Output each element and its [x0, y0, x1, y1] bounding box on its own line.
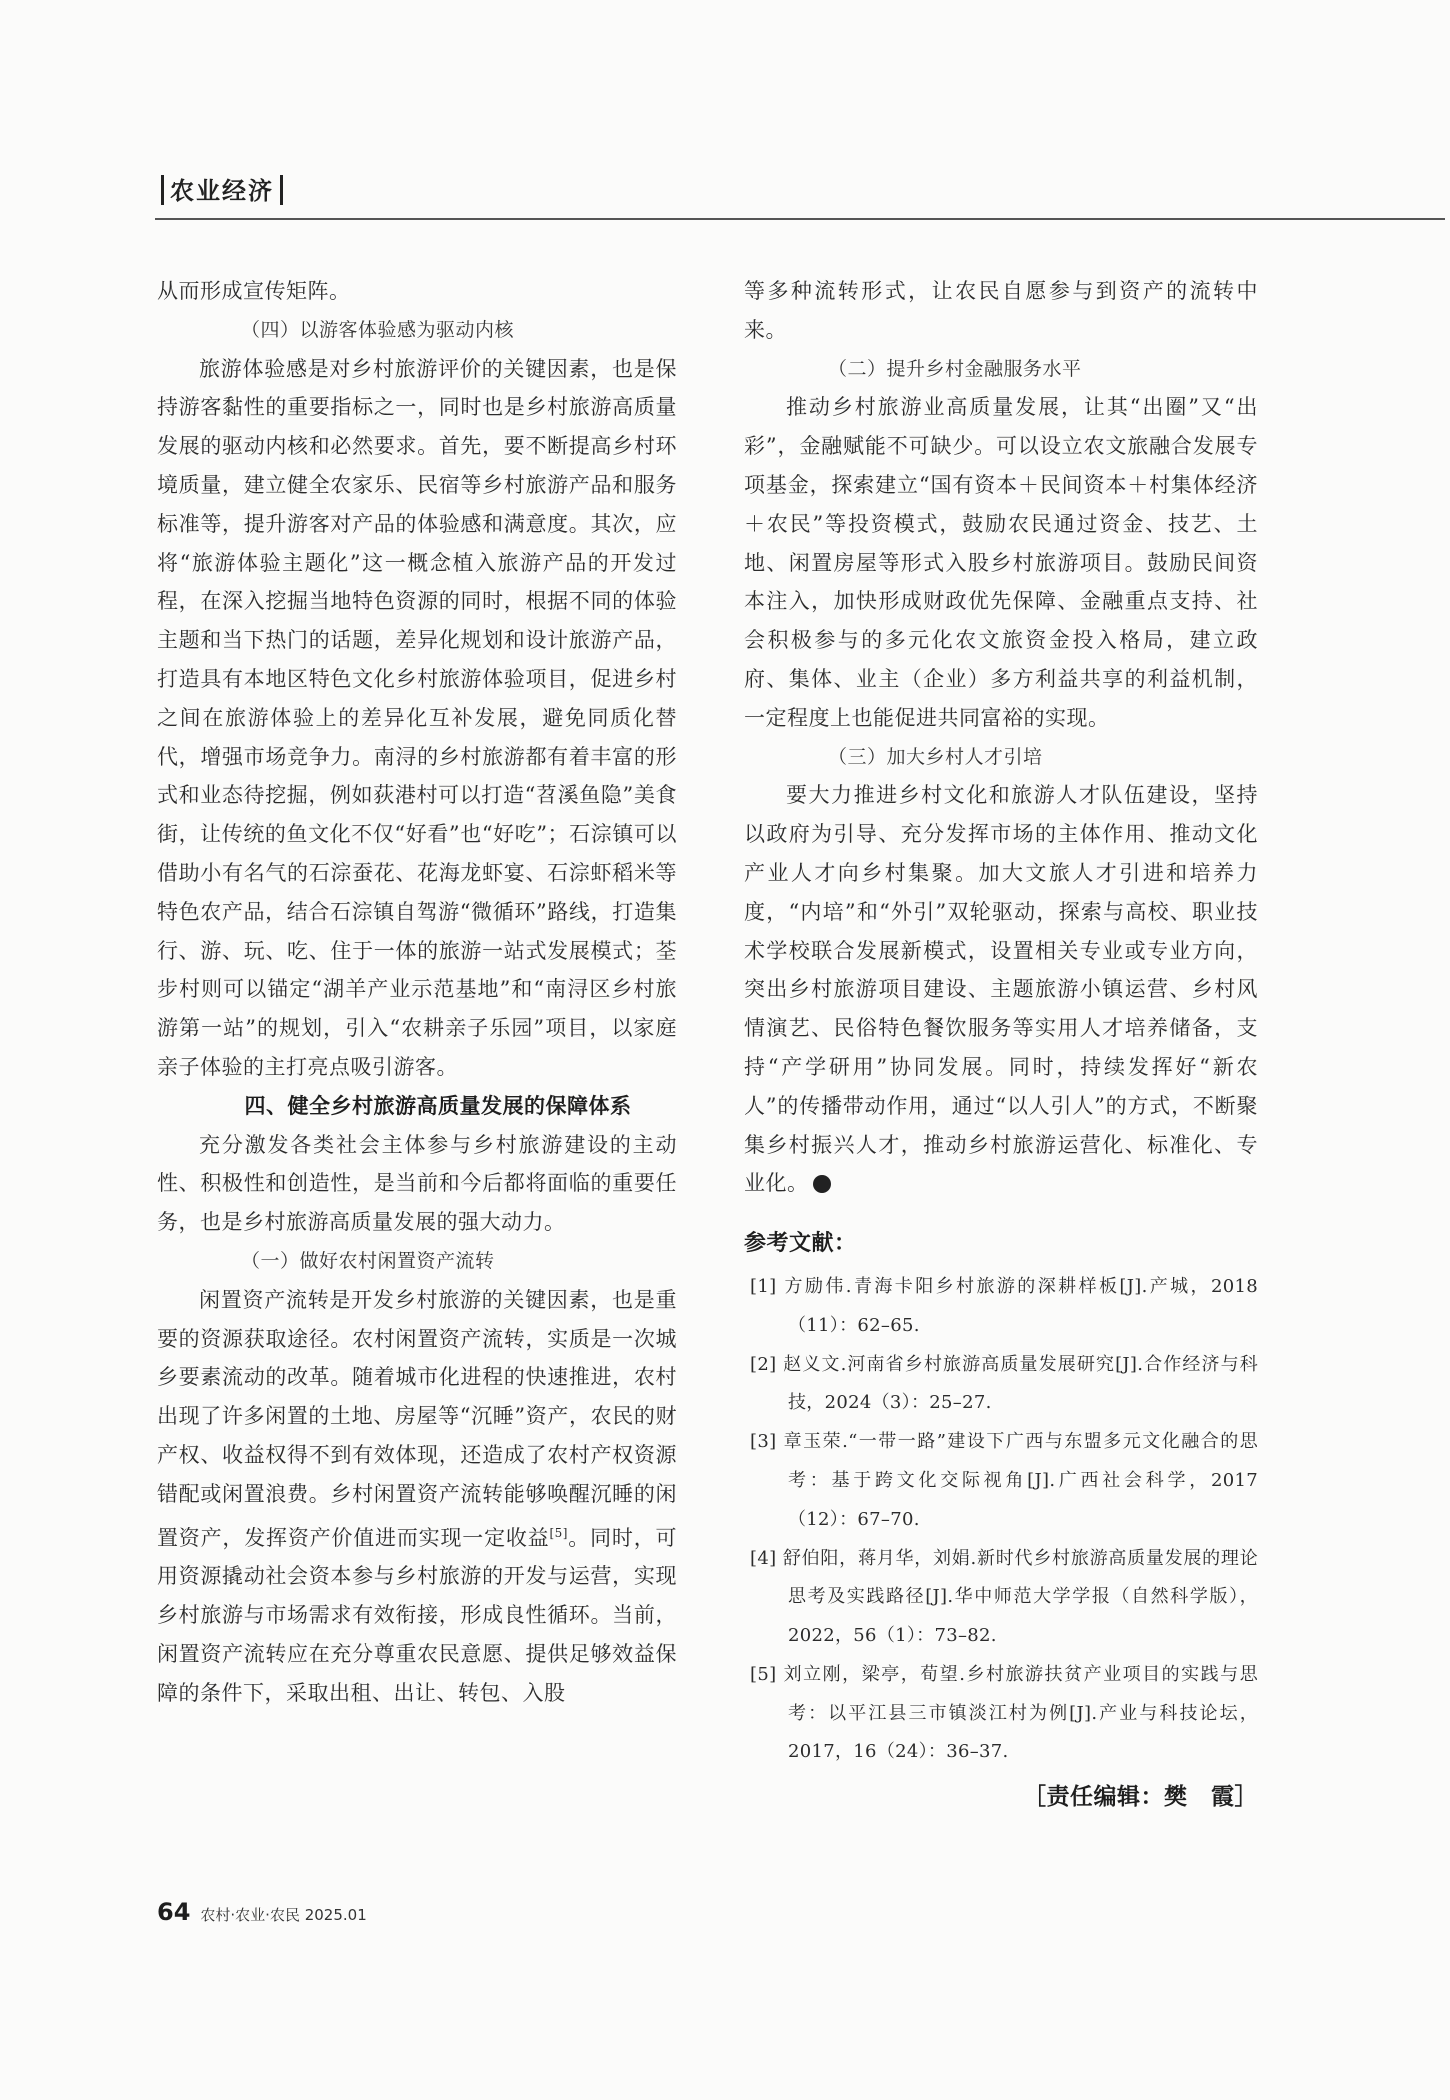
subsection-heading: （四）以游客体验感为驱动内核: [241, 318, 515, 341]
subsection-heading: （二）提升乡村金融服务水平: [828, 357, 1082, 380]
section-heading: 四、健全乡村旅游高质量发展的保障体系: [244, 1093, 632, 1118]
paragraph-text: 。同时，可用资源撬动社会资本参与乡村旅游的开发与运营，实现乡村旅游与市场需求有效衔接，形成良性循环。当前，闲置资产流转应在充分尊重农民意愿、提供足够效益保障的条件下，采取出租、出让、转包、入股: [157, 1525, 678, 1705]
header-pipe-left: [161, 175, 164, 205]
section-header: [155, 171, 289, 206]
reference-item: [2] 赵义文.河南省乡村旅游高质量发展研究[J].合作经济与科技，2024（3）：25–27.: [750, 1353, 1258, 1414]
reference-item: [5] 刘立刚，梁亭，荀望.乡村旅游扶贫产业项目的实践与思考：以平江县三市镇淡江村为例[J].产业与科技论坛，2017，16（24）：36–37.: [750, 1663, 1258, 1763]
paragraph: [157, 1281, 677, 1713]
header-rule: [155, 218, 1445, 220]
paragraph: 充分激发各类社会主体参与乡村旅游建设的主动性、积极性和创造性，是当前和今后都将面临的重要任务，也是乡村旅游高质量发展的强大动力。: [157, 1132, 677, 1235]
paragraph: 等多种流转形式，让农民自愿参与到资产的流转中来。: [744, 279, 1258, 342]
paragraph: 推动乡村旅游业高质量发展，让其“出圈”又“出彩”，金融赋能不可缺少。可以设立农文旅融合发展专项基金，探索建立“国有资本＋民间资本＋村集体经济＋农民”等投资模式，鼓励农民通过资金、技艺、土地、闲置房屋等形式入股乡村旅游项目。鼓励民间资本注入，加快形成财政优先保障、金融重点支持、社会积极参与的多元化农文旅资金投入格局，建立政府、集体、业主（企业）多方利益共享的利益机制，一定程度上也能促进共同富裕的实现。: [744, 395, 1258, 730]
page-number: 64: [157, 1898, 191, 1926]
section-title: 农业经济: [170, 177, 274, 205]
editor-credit: ［责任编辑：樊 霞］: [1023, 1784, 1258, 1811]
paragraph: [744, 776, 1258, 1203]
right-column: [744, 272, 1258, 1817]
page-footer: [157, 1898, 367, 1926]
subsection-heading: （一）做好农村闲置资产流转: [241, 1249, 495, 1272]
reference-item: [1] 方励伟.青海卡阳乡村旅游的深耕样板[J].产城，2018（11）：62–65.: [750, 1275, 1258, 1336]
reference-item: [3] 章玉荣.“一带一路”建设下广西与东盟多元文化融合的思考：基于跨文化交际视角[J].广西社会科学，2017（12）：67–70.: [750, 1431, 1258, 1530]
references-title: 参考文献：: [744, 1231, 857, 1257]
left-column: [157, 272, 677, 1712]
paragraph: 从而形成宣传矩阵。: [157, 279, 351, 303]
paragraph-text: 要大力推进乡村文化和旅游人才队伍建设，坚持以政府为引导、充分发挥市场的主体作用、推动文化产业人才向乡村集聚。加大文旅人才引进和培养力度，“内培”和“外引”双轮驱动，探索与高校、职业技术学校联合发展新模式，设置相关专业或专业方向，突出乡村旅游项目建设、主题旅游小镇运营、乡村风情演艺、民俗特色餐饮服务等实用人才培养储备，支持“产学研用”协同发展。同时，持续发挥好“新农人”的传播带动作用，通过“以人引人”的方式，不断聚集乡村振兴人才，推动乡村旅游运营化、标准化、专业化。: [744, 783, 1258, 1196]
journal-info: 农村·农业·农民 2025.01: [200, 1906, 367, 1924]
header-pipe-right: [280, 175, 283, 205]
subsection-heading: （三）加大乡村人才引培: [828, 745, 1043, 768]
reference-item: [4] 舒伯阳，蒋月华，刘娟.新时代乡村旅游高质量发展的理论思考及实践路径[J].华中师范大学学报（自然科学版），2022，56（1）：73–82.: [750, 1547, 1258, 1647]
paragraph-text: 闲置资产流转是开发乡村旅游的关键因素，也是重要的资源获取途径。农村闲置资产流转，实质是一次城乡要素流动的改革。随着城市化进程的快速推进，农村出现了许多闲置的土地、房屋等“沉睡”资产，农民的财产权、收益权得不到有效体现，还造成了农村产权资源错配或闲置浪费。乡村闲置资产流转能够唤醒沉睡的闲置资产，发挥资产价值进而实现一定收益: [157, 1287, 677, 1550]
citation-marker: [5]: [549, 1525, 568, 1540]
reference-list: [744, 1268, 1258, 1772]
article-end-icon: [813, 1175, 831, 1193]
paragraph: 旅游体验感是对乡村旅游评价的关键因素，也是保持游客黏性的重要指标之一，同时也是乡村旅游高质量发展的驱动内核和必然要求。首先，要不断提高乡村环境质量，建立健全农家乐、民宿等乡村旅游产品和服务标准等，提升游客对产品的体验感和满意度。其次，应将“旅游体验主题化”这一概念植入旅游产品的开发过程，在深入挖掘当地特色资源的同时，根据不同的体验主题和当下热门的话题，差异化规划和设计旅游产品，打造具有本地区特色文化乡村旅游体验项目，促进乡村之间在旅游体验上的差异化互补发展，避免同质化替代，增强市场竞争力。南浔的乡村旅游都有着丰富的形式和业态待挖掘，例如荻港村可以打造“苕溪鱼隐”美食街，让传统的鱼文化不仅“好看”也“好吃”；石淙镇可以借助小有名气的石淙蚕花、花海龙虾宴、石淙虾稻米等特色农产品，结合石淙镇自驾游“微循环”路线，打造集行、游、玩、吃、住于一体的旅游一站式发展模式；荃步村则可以锚定“湖羊产业示范基地”和“南浔区乡村旅游第一站”的规划，引入“农耕亲子乐园”项目，以家庭亲子体验的主打亮点吸引游客。: [157, 356, 677, 1079]
